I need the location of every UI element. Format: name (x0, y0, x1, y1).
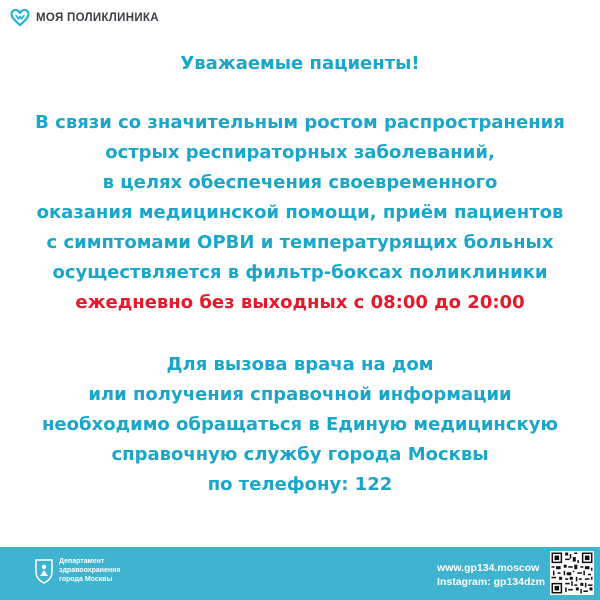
paragraph-line: В связи со значительным ростом распространения (35, 112, 565, 133)
instagram-handle[interactable]: Instagram: gp134dzm (437, 576, 545, 588)
paragraph-line: осуществляется в фильтр-боксах поликлиники (52, 262, 548, 283)
paragraph-line: справочную службу города Москвы (111, 444, 489, 465)
website-link[interactable]: www.gp134.moscow (437, 562, 540, 574)
contacts (437, 561, 545, 589)
footer-band (0, 547, 600, 600)
department-name (59, 557, 120, 584)
paragraph-line: с симптомами ОРВИ и температурящих больных (46, 232, 554, 253)
notice-content (0, 50, 600, 500)
brand-logo (10, 8, 159, 28)
phone-line: по телефону: 122 (207, 474, 393, 495)
department-line: Департамент (59, 558, 105, 565)
paragraph-line: Для вызова врача на дом (166, 354, 434, 375)
department-line: здравоохранения (59, 567, 121, 574)
notice-title: Уважаемые пациенты! (180, 53, 420, 74)
department-line: города Москвы (59, 576, 113, 583)
paragraph-line: оказания медицинской помощи, приём пациентов (36, 202, 564, 223)
qr-code-icon (550, 551, 594, 595)
paragraph-line: острых респираторных заболеваний, (105, 142, 495, 163)
schedule-highlight: ежедневно без выходных с 08:00 до 20:00 (75, 292, 525, 313)
paragraph-line: в целях обеспечения своевременного (102, 172, 498, 193)
brand-name: МОЯ ПОЛИКЛИНИКА (36, 12, 159, 24)
moscow-emblem-icon (34, 558, 54, 584)
paragraph-line: необходимо обращаться в Единую медицинскую (42, 414, 558, 435)
heart-outline-icon (10, 8, 30, 28)
paragraph-line: или получения справочной информации (88, 384, 512, 405)
notice-paragraph-2 (0, 350, 600, 500)
department-logo (34, 557, 120, 584)
notice-paragraph-1 (0, 108, 600, 318)
